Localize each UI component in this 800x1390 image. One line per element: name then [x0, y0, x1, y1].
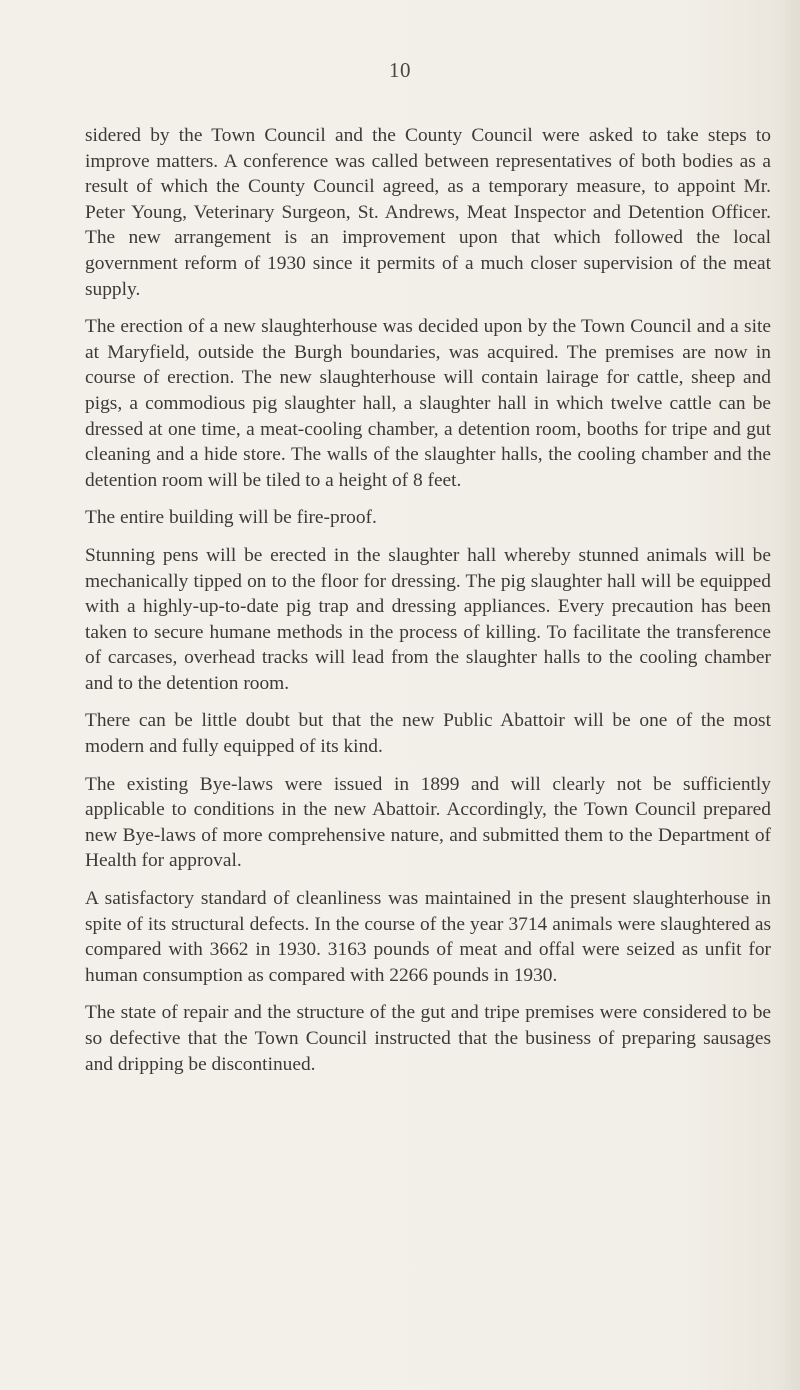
paragraph-cleanliness: A satisfactory standard of cleanliness was maintained in the present slaughterhouse in spite of its structural defects. In the course of the year 3714 animals were slaughtered as compared with 3662 in 1930. 3163 pounds of meat and offal were seized as unfit for human consumption as compared with 2266 pounds in 1930.	[85, 888, 771, 986]
paragraph-public-abattoir: There can be little doubt but that the new Public Abattoir will be one of the most modern and fully equipped of its kind.	[85, 710, 771, 758]
paragraph-meat-inspection: sidered by the Town Council and the County Council were asked to take steps to improve matters. A conference was called between representatives of both bodies as a result of which the County Council agreed, as a temporary measure, to appoint Mr. Peter Young, Veterinary Surgeon, St. Andrews, Meat Inspector and Detention Officer. The new arrangement is an improvement upon that which followed the local government reform of 1930 since it permits of a much closer supervision of the meat supply.	[85, 125, 771, 300]
paragraph-bye-laws: The existing Bye-laws were issued in 1899 and will clearly not be sufficiently applicable to conditions in the new Abattoir. Accordingly, the Town Council prepared new Bye-laws of more comprehensive nature, and submitted them to the Department of Health for approval.	[85, 773, 771, 872]
body-text	[85, 123, 771, 1089]
page-number: 10	[389, 58, 411, 82]
paragraph-fire-proof: The entire building will be fire-proof.	[85, 507, 377, 529]
paragraph-new-slaughterhouse: The erection of a new slaughterhouse was decided upon by the Town Council and a site at Maryfield, outside the Burgh boundaries, was acquired. The premises are now in course of erection. The new slaughterhouse will contain lairage for cattle, sheep and pigs, a commodious pig slaughter hall, a slaughter hall in which twelve cattle can be dressed at one time, a meat-cooling chamber, a detention room, booths for tripe and gut cleaning and a hide store. The walls of the slaughter halls, the cooling chamber and the detention room will be tiled to a height of 8 feet.	[85, 316, 771, 491]
paragraph-stunning-pens: Stunning pens will be erected in the slaughter hall whereby stunned animals will be mechanically tipped on to the floor for dressing. The pig slaughter hall will be equipped with a highly-up-to-date pig trap and dressing appliances. Every precaution has been taken to secure humane methods in the process of killing. To facilitate the transference of carcases, overhead tracks will lead from the slaughter halls to the cooling chamber and to the detention room.	[85, 544, 771, 694]
paragraph-gut-tripe-premises: The state of repair and the structure of the gut and tripe premises were considered to be so defective that the Town Council instructed that the business of preparing sausages and dripping be discontinued.	[85, 1002, 771, 1075]
